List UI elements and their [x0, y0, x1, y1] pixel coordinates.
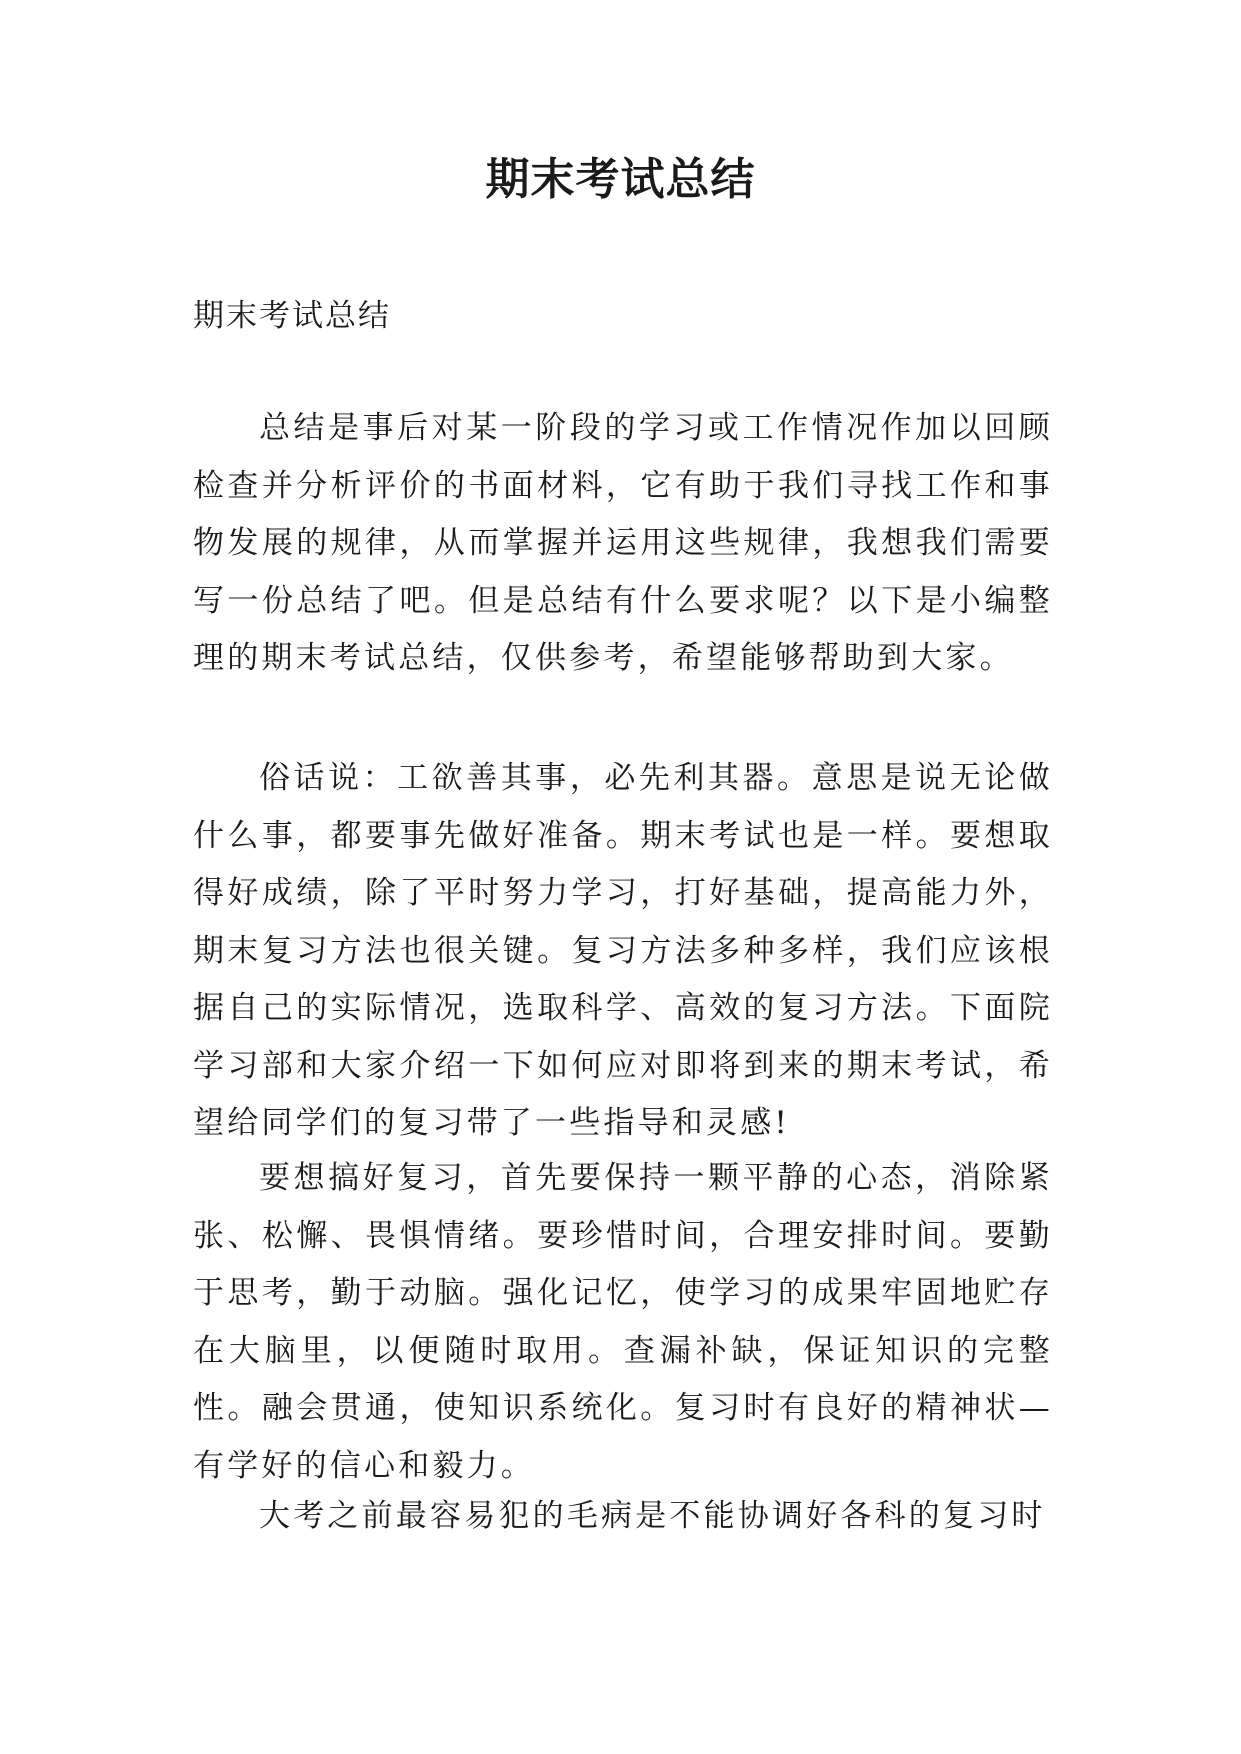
document-subtitle: 期末考试总结 — [193, 298, 391, 334]
paragraph-proverb: 俗话说：工欲善其事，必先利其器。意思是说无论做什么事，都要事先做好准备。期末考试也是一样。要想取得好成绩，除了平时努力学习，打好基础，提高能力外，期末复习方法也很关键。复习方法多种多样，我们应该根据自己的实际情况，选取科学、高效的复习方法。下面院学习部和大家介绍一下如何应对即将到来的期末考试，希望给同学们的复习带了一些指导和灵感! — [193, 760, 1053, 1141]
document-title: 期末考试总结 — [485, 154, 756, 205]
paragraph-review-tips: 要想搞好复习，首先要保持一颗平静的心态，消除紧张、松懈、畏惧情绪。要珍惜时间，合理安排时间。要勤于思考，勤于动脑。强化记忆，使学习的成果牢固地贮存在大脑里，以便随时取用。查漏补缺，保证知识的完整性。融会贯通，使知识系统化。复习时有良好的精神状—有学好的信心和毅力。 — [193, 1160, 1053, 1484]
paragraph-time-management: 大考之前最容易犯的毛病是不能协调好各科的复习时 — [259, 1498, 1046, 1534]
paragraph-intro: 总结是事后对某一阶段的学习或工作情况作加以回顾检查并分析评价的书面材料，它有助于我们寻找工作和事物发展的规律，从而掌握并运用这些规律，我想我们需要写一份总结了吧。但是总结有什么要求呢？以下是小编整理的期末考试总结，仅供参考，希望能够帮助到大家。 — [193, 410, 1053, 676]
